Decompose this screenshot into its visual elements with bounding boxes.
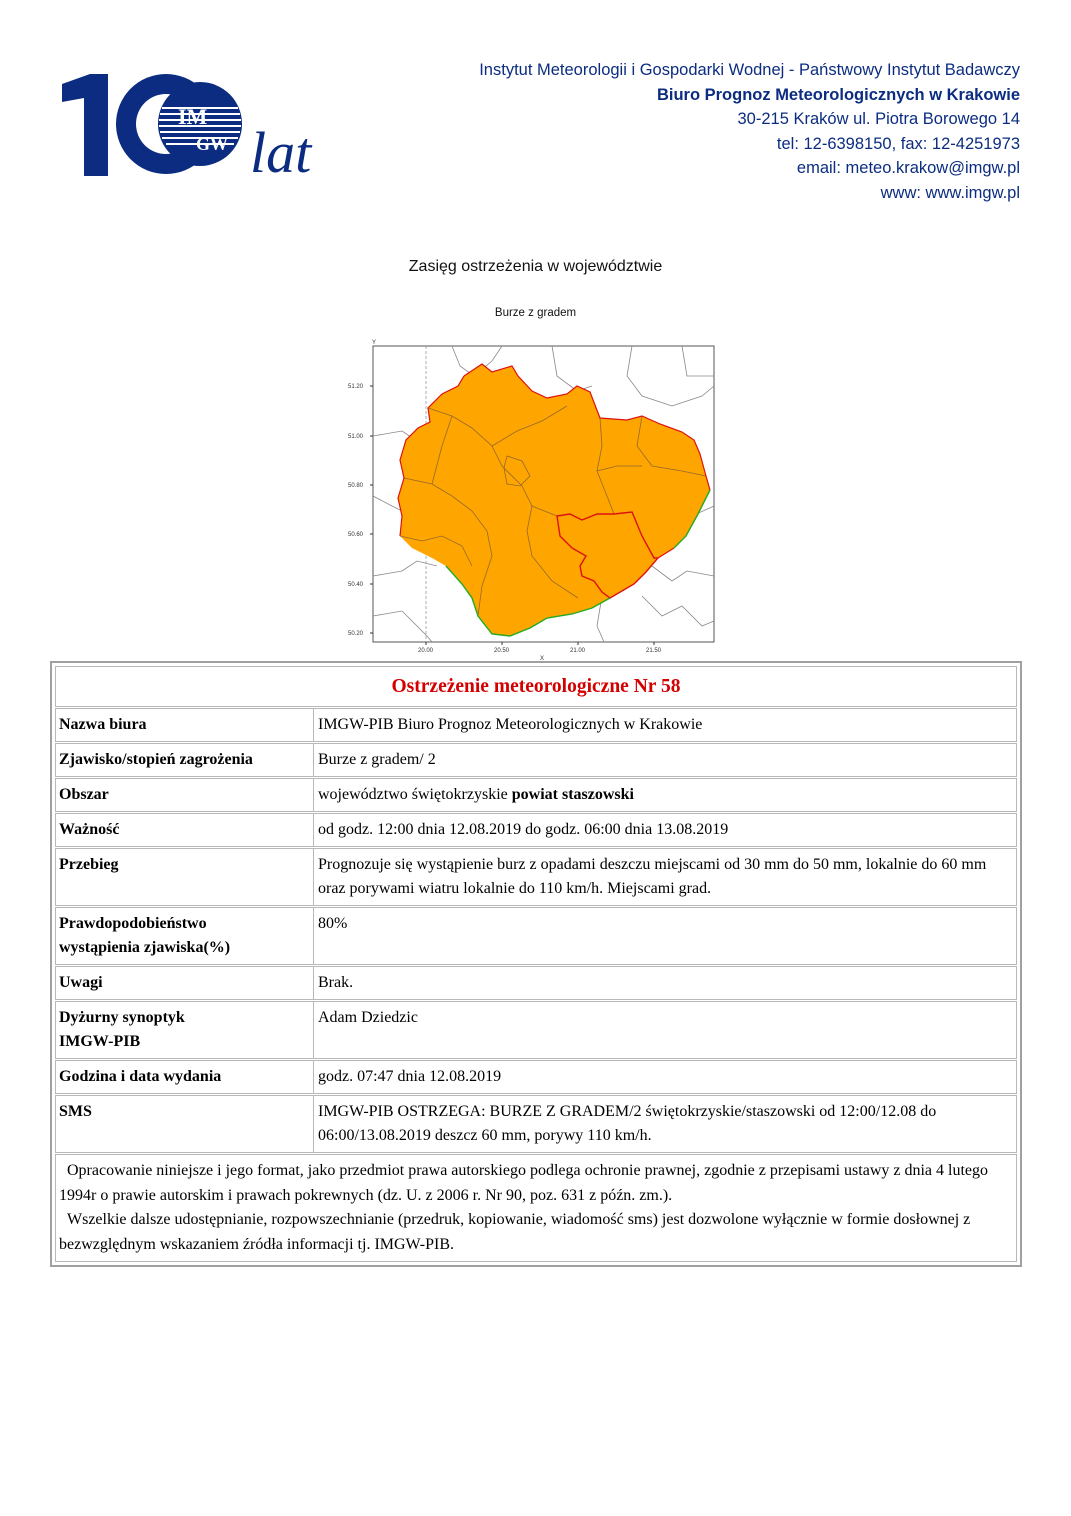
issued-label: Godzina i data wydania <box>56 1061 314 1093</box>
remarks-label: Uwagi <box>56 967 314 999</box>
area-region: województwo świętokrzyskie <box>318 786 508 803</box>
table-row <box>55 708 1017 742</box>
forecaster-label-line-1: Dyżurny synoptyk <box>59 1009 185 1026</box>
y-tick-label: 50.60 <box>348 532 364 538</box>
y-tick-label: 51.20 <box>348 384 364 390</box>
y-tick-label: 50.40 <box>348 582 364 588</box>
x-tick-label: 21.00 <box>570 648 586 654</box>
table-row <box>55 1095 1017 1153</box>
office-label: Nazwa biura <box>56 709 314 741</box>
table-row <box>55 813 1017 847</box>
office-website[interactable]: www: www.imgw.pl <box>880 183 1020 202</box>
office-contact-header <box>479 58 1020 205</box>
sms-label: SMS <box>56 1096 314 1152</box>
course-value: Prognozuje się wystąpienie burz z opadami deszczu miejscami od 30 mm do 50 mm, lokalnie do 60 mm oraz porywami wiatru lokalnie do 110 km/h. Miejscami grad. <box>318 856 987 897</box>
office-value: IMGW-PIB Biuro Prognoz Meteorologicznych w Krakowie <box>318 716 703 733</box>
y-tick-label: 51.00 <box>348 434 364 440</box>
map-title: Burze z gradem <box>494 307 577 319</box>
table-row <box>55 966 1017 1000</box>
table-row <box>55 848 1017 906</box>
warning-title: Ostrzeżenie meteorologiczne Nr 58 <box>391 676 681 697</box>
distribution-notice-text: Wszelkie dalsze udostępnianie, rozpowszechnianie (przedruk, kopiowanie, wiadomość sms) jest dozwolone wyłącznie w formie dosłownej z bezwzględnym wskazaniem źródła informacji tj. IMGW-PIB. <box>59 1211 971 1253</box>
logo-emblem-bottom-text: GW <box>196 134 229 154</box>
imgw-100-lat-logo <box>60 68 330 180</box>
probability-label-line-2: wystąpienia zjawiska(%) <box>59 939 231 956</box>
y-tick-label: 50.20 <box>348 631 364 637</box>
remarks-value: Brak. <box>318 974 354 991</box>
logo-emblem-top-text: IM <box>178 104 208 129</box>
issued-value: godz. 07:47 dnia 12.08.2019 <box>318 1068 502 1085</box>
x-tick-label: 20.50 <box>494 648 510 654</box>
forecaster-label <box>56 1002 314 1058</box>
phenomenon-label: Zjawisko/stopień zagrożenia <box>56 744 314 776</box>
copyright-notice <box>59 1159 1013 1208</box>
sms-value: IMGW-PIB OSTRZEGA: BURZE Z GRADEM/2 świętokrzyskie/staszowski od 12:00/12.08 do 06:00/13.08.2019 deszcz 60 mm, porywy 110 km/h. <box>318 1103 937 1144</box>
x-axis-label: X <box>540 656 545 662</box>
distribution-notice <box>59 1208 1013 1257</box>
table-row <box>55 743 1017 777</box>
area-value <box>314 779 1016 811</box>
area-label: Obszar <box>56 779 314 811</box>
x-tick-label: 21.50 <box>646 648 662 654</box>
warning-area-map <box>342 336 726 662</box>
probability-label-line-1: Prawdopodobieństwo <box>59 915 207 932</box>
office-address: 30-215 Kraków ul. Piotra Borowego 14 <box>737 110 1020 128</box>
probability-label <box>56 908 314 964</box>
forecaster-value: Adam Dziedzic <box>318 1009 418 1026</box>
table-row <box>55 778 1017 812</box>
office-email[interactable]: email: meteo.krakow@imgw.pl <box>796 159 1020 177</box>
office-name: Biuro Prognoz Meteorologicznych w Krakowie <box>656 85 1020 104</box>
course-label: Przebieg <box>56 849 314 905</box>
copyright-footer <box>56 1155 1016 1261</box>
area-county: powiat staszowski <box>511 786 634 803</box>
table-row <box>55 907 1017 965</box>
table-row <box>55 1060 1017 1094</box>
validity-label: Ważność <box>56 814 314 846</box>
validity-value: od godz. 12:00 dnia 12.08.2019 do godz. 06:00 dnia 13.08.2019 <box>318 821 729 838</box>
institute-name: Instytut Meteorologii i Gospodarki Wodnej - Państwowy Instytut Badawczy <box>479 61 1020 79</box>
map-caption: Zasięg ostrzeżenia w województwie <box>408 258 663 275</box>
probability-value: 80% <box>318 915 348 932</box>
y-axis-label: Y <box>372 340 377 346</box>
forecaster-label-line-2: IMGW-PIB <box>59 1033 141 1050</box>
copyright-footer-row <box>55 1154 1017 1262</box>
y-tick-label: 50.80 <box>348 483 364 489</box>
logo-suffix-text: lat <box>250 120 312 180</box>
copyright-notice-text: Opracowanie niniejsze i jego format, jako przedmiot prawa autorskiego podlega ochronie prawnej, zgodnie z przepisami ustawy z dnia 4 lutego 1994r o prawie autorskim i prawach pokrewnych (dz. U. z 2006 r. Nr 90, poz. 631 z późn. zm.). <box>59 1162 989 1204</box>
x-tick-label: 20.00 <box>418 648 434 654</box>
office-phone: tel: 12-6398150, fax: 12-4251973 <box>776 134 1020 153</box>
phenomenon-value: Burze z gradem/ 2 <box>318 751 436 768</box>
warning-title-row <box>55 666 1017 707</box>
warning-table <box>50 661 1022 1267</box>
table-row <box>55 1001 1017 1059</box>
